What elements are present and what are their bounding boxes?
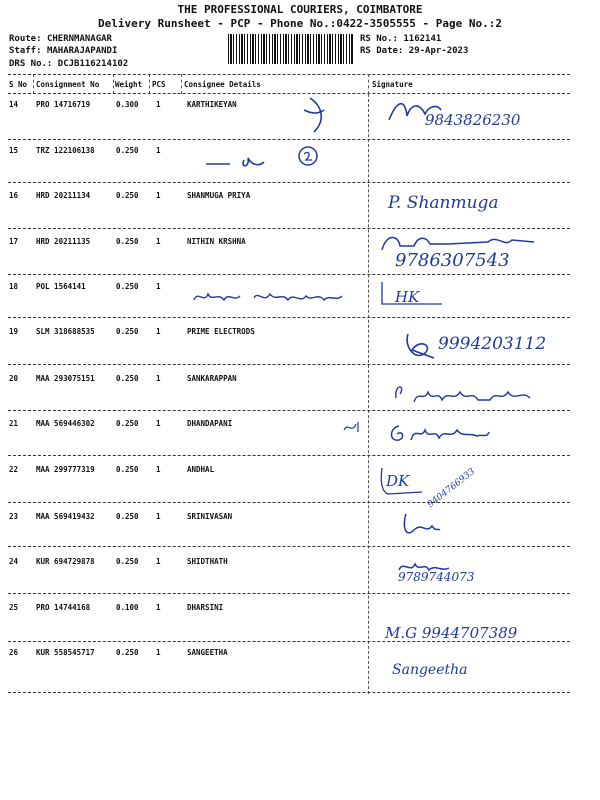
row-weight: 0.250 [116,648,139,657]
row-sno: 15 [9,146,19,155]
row-weight: 0.250 [116,374,139,383]
row-consignment: PRO 14744168 [36,603,91,612]
col-header-consignee: Consignee Details [184,80,261,89]
row-consignee: KARTHIKEYAN [187,100,237,109]
row-sno: 23 [9,512,19,521]
row-divider [8,182,570,183]
row-weight: 0.250 [116,419,139,428]
rs-no-line [360,34,441,44]
column-rule [33,74,34,94]
header-top-rule [8,74,570,75]
row-consignee: PRIME ELECTRODS [187,327,255,336]
row-consignee: SRINIVASAN [187,512,233,521]
header-bottom-rule [8,93,570,94]
rs-date-value: 29-Apr-2023 [408,46,469,56]
row-divider [8,593,570,594]
route-line [9,34,112,44]
col-header-consignment: Consignment No [36,80,100,89]
row-sno: 14 [9,100,19,109]
row-sno: 17 [9,237,19,246]
rs-date-line [360,46,468,56]
drs-line [9,59,128,69]
row-consignment: MAA 569446302 [36,419,95,428]
row-pcs: 1 [156,603,161,612]
row-pcs: 1 [156,648,161,657]
row-signature: 9789744073 [398,570,475,584]
row-pcs: 1 [156,146,161,155]
row-consignment: PRO 14716719 [36,100,91,109]
column-rule [181,74,182,94]
staff-label: Staff: [9,46,42,56]
row-consignment: SLM 318688535 [36,327,95,336]
row-weight: 0.250 [116,327,139,336]
row-pcs: 1 [156,374,161,383]
row-pcs: 1 [156,282,161,291]
signature-scribble [390,378,550,408]
signature-column-rule [368,94,369,694]
barcode-image [228,34,354,64]
column-rule [113,74,114,94]
row-pcs: 1 [156,100,161,109]
company-title: THE PROFESSIONAL COURIERS, COIMBATORE [177,3,423,16]
staff-value: MAHARAJAPANDI [46,46,118,56]
row-divider [8,641,570,642]
row-consignee: DHANDAPANI [187,419,233,428]
rs-date-label: RS Date: [360,46,404,56]
row-consignment: TRZ 122106138 [36,146,95,155]
row-sno: 18 [9,282,19,291]
row-pcs: 1 [156,327,161,336]
row-consignment: KUR 558545717 [36,648,95,657]
row-signature: HK [395,288,420,306]
row-consignee: ANDHAL [187,465,215,474]
row-pcs: 1 [156,419,161,428]
signature-scribble [398,508,442,542]
handwritten-tamil-text [190,286,350,308]
row-signature: P. Shanmuga [388,193,499,213]
row-signature: M.G 9944707389 [385,624,518,642]
col-header-pcs: PCS [152,80,166,89]
row-divider [8,228,570,229]
row-sno: 16 [9,191,19,200]
row-divider [8,364,570,365]
rs-no-label: RS No.: [360,34,398,44]
row-consignee: NITHIN KRSHNA [187,237,246,246]
row-consignee: SHANMUGA PRIYA [187,191,251,200]
row-divider [8,317,570,318]
row-weight: 0.250 [116,146,139,155]
staff-line [9,46,117,56]
row-pcs: 1 [156,237,161,246]
row-weight: 0.250 [116,512,139,521]
row-weight: 0.250 [116,557,139,566]
route-label: Route: [9,34,42,44]
column-rule [149,74,150,94]
row-pcs: 1 [156,557,161,566]
row-sno: 20 [9,374,19,383]
table-bottom-rule [8,692,570,693]
row-signature: 9786307543 [395,250,510,271]
column-rule [368,74,369,94]
row-weight: 0.100 [116,603,139,612]
row-weight: 0.250 [116,282,139,291]
row-pcs: 1 [156,191,161,200]
drs-value: DCJB116214102 [57,59,129,69]
signature-scribble [385,418,495,448]
row-divider [8,274,570,275]
col-header-signature: Signature [372,80,413,89]
row-divider [8,139,570,140]
col-header-sno: S No [9,80,28,89]
row-consignment: POL 1564141 [36,282,86,291]
runsheet-subtitle: Delivery Runsheet - PCP - Phone No.:0422-3505555 - Page No.:2 [98,17,502,30]
signature-scribble [400,330,440,364]
row-consignee: SANGEETHA [187,648,228,657]
row-weight: 0.250 [116,191,139,200]
row-sno: 19 [9,327,19,336]
col-header-weight: Weight [115,80,143,89]
drs-label: DRS No.: [9,59,53,69]
row-sno: 25 [9,603,19,612]
row-weight: 0.300 [116,100,139,109]
row-signature: 9404766933 [425,466,478,510]
row-signature: Sangeetha [392,662,468,678]
row-signature: DK [386,472,410,490]
handwritten-mark [340,418,364,438]
row-consignment: MAA 299777319 [36,465,95,474]
row-divider [8,410,570,411]
row-divider [8,546,570,547]
row-pcs: 1 [156,465,161,474]
row-signature: 9843826230 [425,111,521,129]
row-consignment: MAA 569419432 [36,512,95,521]
row-consignee: DHARSINI [187,603,224,612]
row-weight: 0.250 [116,465,139,474]
rs-no-value: 1162141 [403,34,442,44]
row-consignment: HRD 20211134 [36,191,91,200]
row-consignee: SANKARAPPAN [187,374,237,383]
row-divider [8,502,570,503]
row-consignment: KUR 694729878 [36,557,95,566]
row-pcs: 1 [156,512,161,521]
row-consignment: MAA 293075151 [36,374,95,383]
row-signature: 9994203112 [438,334,547,354]
route-value: CHERNMANAGAR [46,34,112,44]
row-consignee: SHIDTHATH [187,557,228,566]
handwritten-mark [200,142,330,178]
row-weight: 0.250 [116,237,139,246]
row-consignment: HRD 20211135 [36,237,91,246]
row-sno: 26 [9,648,19,657]
row-divider [8,455,570,456]
row-sno: 24 [9,557,19,566]
row-sno: 22 [9,465,19,474]
handwritten-mark [300,92,340,138]
row-sno: 21 [9,419,19,428]
